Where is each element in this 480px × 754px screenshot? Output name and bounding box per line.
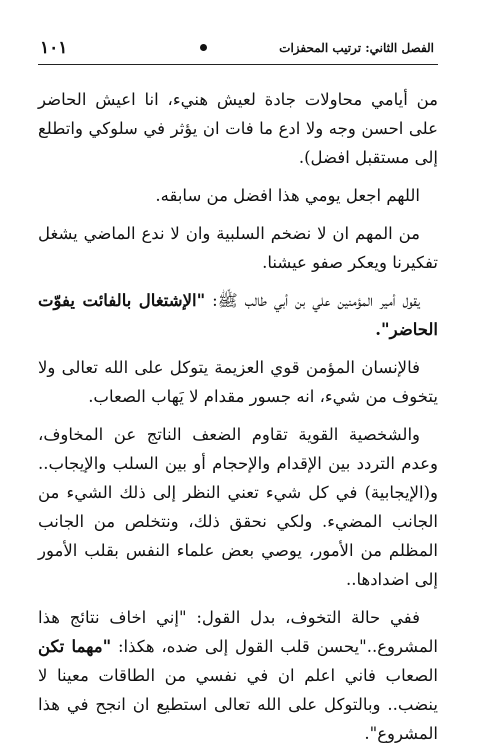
paragraph-4-quote: "الإشتغال بالفائت يفوّت الحاضر". (38, 291, 438, 339)
running-header (38, 36, 438, 65)
paragraph-4-text: يقول أمير المؤمنين علي بن أبي طالب ﷺ: (205, 291, 421, 310)
paragraph-1: من أيامي محاولات جادة لعيش هنيء، انا اعيش الحاضر على احسن وجه ولا ادع ما فات ان يؤثر في سلوكي واتطلع إلى مستقبل افضل). (38, 90, 438, 167)
paragraph-2: اللهم اجعل يومي هذا افضل من سابقه. (155, 186, 420, 205)
paragraph-5: فالإنسان المؤمن قوي العزيمة يتوكل على الله تعالى ولا يتخوف من شيء، انه جسور مقدام لا يَهاب الصعاب. (38, 358, 438, 406)
chapter-title: الفصل الثاني: ترتيب المحفزات (279, 41, 434, 55)
header-bullet-ornament (200, 44, 207, 51)
paragraph-3: من المهم ان لا نضخم السلبية وان لا ندع الماضي يشغل تفكيرنا ويعكر صفو عيشنا. (38, 224, 438, 272)
page-number: ١٠١ (40, 38, 68, 58)
paragraph-7-quote: "مهما تكن (38, 637, 112, 656)
body-text (38, 85, 438, 748)
paragraph-7-text-end: الصعاب فاني اعلم ان في نفسي من الطاقات معينا لا ينضب.. وبالتوكل على الله تعالى استطيع ان انجح في هذا المشروع". (38, 666, 438, 743)
paragraph-4 (38, 286, 438, 344)
paragraph-7-text: ففي حالة التخوف، بدل القول: "إني اخاف نتائج هذا المشروع.."يحسن قلب القول إلى ضده، هكذا: (38, 608, 438, 656)
paragraph-7 (38, 603, 438, 748)
paragraph-6: والشخصية القوية تقاوم الضعف الناتج عن المخاوف، وعدم التردد بين الإقدام والإحجام أو بين السلب والإيجاب.. و(الإيجابية) في كل شيء تعني النظر إلى ذلك الشيء من الجانب المضيء. ولكي نحقق ذلك، ونتخلص من الجانب المظلم من الأمور، يوصي بعض علماء النفس بقلب الأمور إلى اضدادها.. (38, 425, 438, 589)
